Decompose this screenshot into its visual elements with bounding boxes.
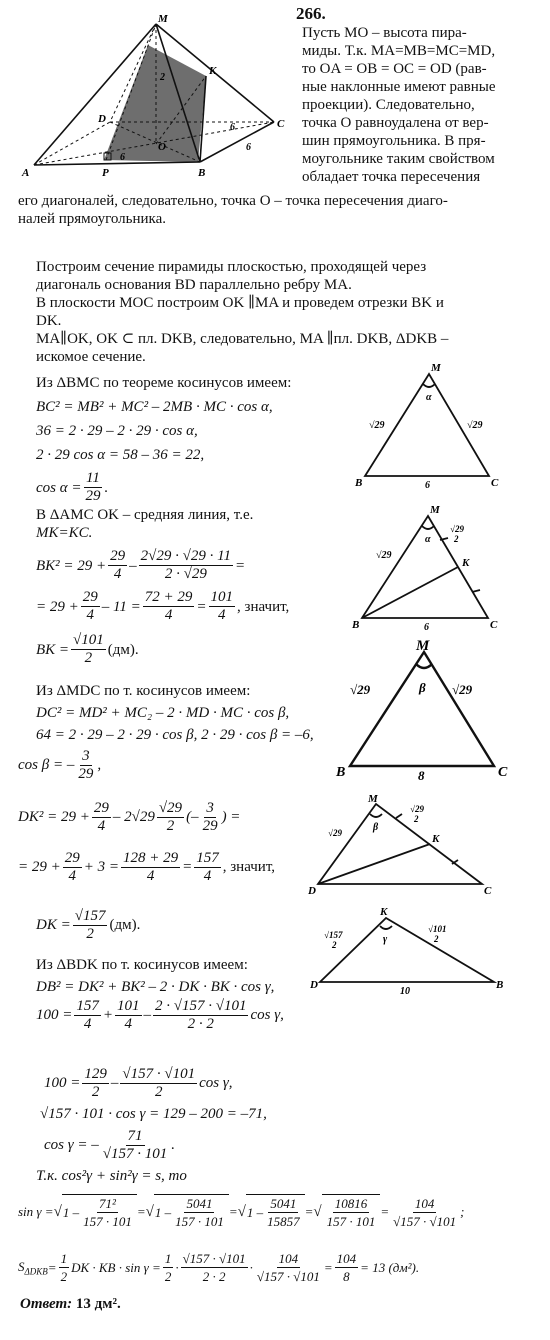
fig2-label-mb: √29 — [376, 550, 392, 561]
pyramid-label-6b: 6 — [230, 122, 235, 133]
fig3-label-m: M — [416, 638, 430, 654]
pyramid-label-6c: 6 — [246, 142, 251, 153]
fig1-label-alpha: α — [426, 392, 432, 403]
sin-eq: sin γ = √ 1 – $\frac{\text{71²}}{157 \cdot 101}$ = √ 1 – $\frac{5041}{157 \cdot 101}$ = √ 1 – $\frac{5041}{15857}$ = √ $\frac{10816}{157 \cdot 101}$ = $\frac{104}{√157 \cdot √101}$ ; — [18, 1195, 465, 1229]
fig5-label-d: D — [310, 979, 318, 991]
bmc-block: Из ΔBMC по теореме косинусов имеем: BC² = MB² + MC² – 2MB · MC · cos α, 36 = 2 · 29 – 2 · 29 · cos α, 2 · 29 cos α = 58 – 36 = 22, cos α = $\frac{11}{29}$ . — [36, 375, 292, 504]
intro-text: Пусть MO – высота пира- миды. Т.к. MA=MB=MC=MD, то OA = OB = OC = OD (рав- ные наклонные имеют равные проекции). Следовательно, точка O равноудалена от вер- шин прямоугольника. В пря- моугольнике таким свойством обладает точка пересечения — [302, 25, 496, 185]
fig2-label-bc: 6 — [424, 622, 429, 632]
fig2-label-alpha: α — [425, 534, 431, 545]
fig5-label-dk-num: √157 — [324, 930, 343, 940]
amc-block: В ΔAMC OK – средняя линия, т.е. MK=KC. BK² = 29 + $\frac{29}{4}$ – $\frac{2√29 \cdot √29 \cdot 11}{2 \cdot √29}$ = = 29 + $\frac{29}{4}$ – 11 = $\frac{72 + 29}{4}$ = $\frac{101}{4}$ , значит, BK = $\frac{√101}{2}$ (дм). — [36, 507, 290, 666]
fig1-label-m: M — [431, 362, 441, 374]
pyramid-figure — [20, 10, 290, 180]
bdk-cos: cos γ = – $\frac{71}{√157 \cdot 101}$ . — [44, 1128, 176, 1162]
fig2-label-c: C — [490, 619, 498, 631]
bdk-eq-root: √157 · 101 · cos γ = 129 – 200 = –71, — [40, 1106, 267, 1122]
pyramid-label-m: M — [158, 13, 168, 25]
fig5-label-k: K — [380, 906, 388, 918]
mdc-dk-eq: DK² = 29 + $\frac{29}{4}$ – 2√29 $\frac{√29}{2}$ (– $\frac{3}{29}$ ) = — [18, 800, 241, 834]
fig2-label-k: K — [462, 557, 470, 569]
pyramid-label-2: 2 — [160, 72, 165, 83]
fig1-label-c: C — [491, 477, 499, 489]
pyramid-label-6a: 6 — [120, 152, 125, 163]
fig1-label-mb: √29 — [369, 420, 385, 431]
fig4-label-mk-den: 2 — [414, 814, 419, 824]
triangle-dk-figure — [306, 792, 496, 902]
intro-wide-text: его диагоналей, следовательно, точка O – точка пересечения диаго- налей прямоугольника. — [18, 193, 448, 227]
answer: Ответ: 13 дм². — [20, 1296, 121, 1312]
pyramid-label-b: B — [198, 167, 206, 179]
mdc-block: Из ΔMDC по т. косинусов имеем: DC² = MD² + MC₂ – 2 · MD · MC · cos β, 64 = 2 · 29 – 2 · 29 · cos β, 2 · 29 · cos β = –6, — [36, 683, 314, 743]
fig3-label-beta: β — [419, 680, 426, 695]
fig3-label-bc: 8 — [418, 768, 425, 782]
bdk-eq-a: 100 = $\frac{157}{4}$ + $\frac{101}{4}$ – $\frac{2 \cdot √157 \cdot √101}{2 \cdot 2}$ cos γ, — [36, 998, 284, 1032]
area-eq: $S_{\Delta DKB}$ = $\frac{1}{2}$ DK · KB · sin γ = $\frac{1}{2}$ · $\frac{√157 \cdot √101}{2 \cdot 2}$ · $\frac{104}{√157 \cdot √101}$ = $\frac{104}{8}$ = 13 (дм²). — [18, 1251, 420, 1284]
triangle-mdc-figure — [330, 634, 520, 782]
fig5-label-gamma: γ — [383, 934, 388, 945]
fig3-label-mc: √29 — [452, 682, 473, 697]
fig4-label-md: √29 — [328, 828, 342, 838]
pyramid-label-a: A — [22, 167, 30, 179]
triangle-bmc-figure — [345, 360, 505, 490]
final-tk: Т.к. cos²γ + sin²γ = s, то — [36, 1168, 187, 1184]
bdk-block: Из ΔBDK по т. косинусов имеем: DB² = DK² + BK² – 2 · DK · BK · cos γ, — [36, 957, 275, 995]
fig4-label-c: C — [484, 885, 492, 897]
fig2-label-m: M — [430, 504, 440, 516]
fig3-label-b: B — [336, 765, 346, 780]
fig3-label-md: √29 — [350, 682, 371, 697]
section-text: Построим сечение пирамиды плоскостью, проходящей через диагональ основания BD параллельно ребру MA. В плоскости MOC построим OK ∥MA и проведем отрезки BK и DK. MA∥OK, OK ⊂ пл. DKB, следовательно, MA ∥пл. DKB, ΔDKB – искомое сечение. — [36, 259, 449, 365]
pyramid-label-d: D — [98, 113, 106, 125]
fig5-label-kb-den: 2 — [434, 934, 439, 944]
fig5-label-dk-den: 2 — [332, 940, 337, 950]
bdk-eq-b: 100 = $\frac{129}{2}$ – $\frac{√157 \cdot √101}{2}$ cos γ, — [44, 1066, 233, 1100]
triangle-amc-figure — [348, 502, 508, 632]
fig4-label-m: M — [368, 793, 378, 805]
fig2-label-mk-num: √29 — [450, 524, 464, 534]
mdc-dk-result: DK = $\frac{√157}{2}$ (дм). — [36, 908, 141, 942]
triangle-dkb-figure — [310, 904, 520, 1004]
mdc-dk-calc: = 29 + $\frac{29}{4}$ + 3 = $\frac{128 + 29}{4}$ = $\frac{157}{4}$ , значит, — [18, 850, 276, 884]
fig3-label-c: C — [498, 765, 508, 780]
fig5-label-kb-num: √101 — [428, 924, 447, 934]
fig1-label-b: B — [355, 477, 363, 489]
fig1-label-bc: 6 — [425, 480, 430, 490]
pyramid-label-c: C — [277, 118, 285, 130]
fig4-label-k: K — [432, 833, 440, 845]
fig4-label-beta: β — [373, 822, 379, 833]
fig4-label-mk-num: √29 — [410, 804, 424, 814]
fig2-label-b: B — [352, 619, 360, 631]
pyramid-label-o: O — [158, 141, 166, 153]
pyramid-label-p: P — [102, 167, 109, 179]
pyramid-label-k: K — [209, 65, 217, 77]
fig4-label-d: D — [308, 885, 316, 897]
mdc-cos: cos β = – $\frac{3}{29}$ , — [18, 748, 102, 782]
fig2-label-mk-den: 2 — [454, 534, 459, 544]
fig1-label-mc: √29 — [467, 420, 483, 431]
fig5-label-b: B — [496, 979, 504, 991]
fig5-label-db: 10 — [400, 986, 410, 997]
problem-number: 266. — [296, 4, 326, 23]
